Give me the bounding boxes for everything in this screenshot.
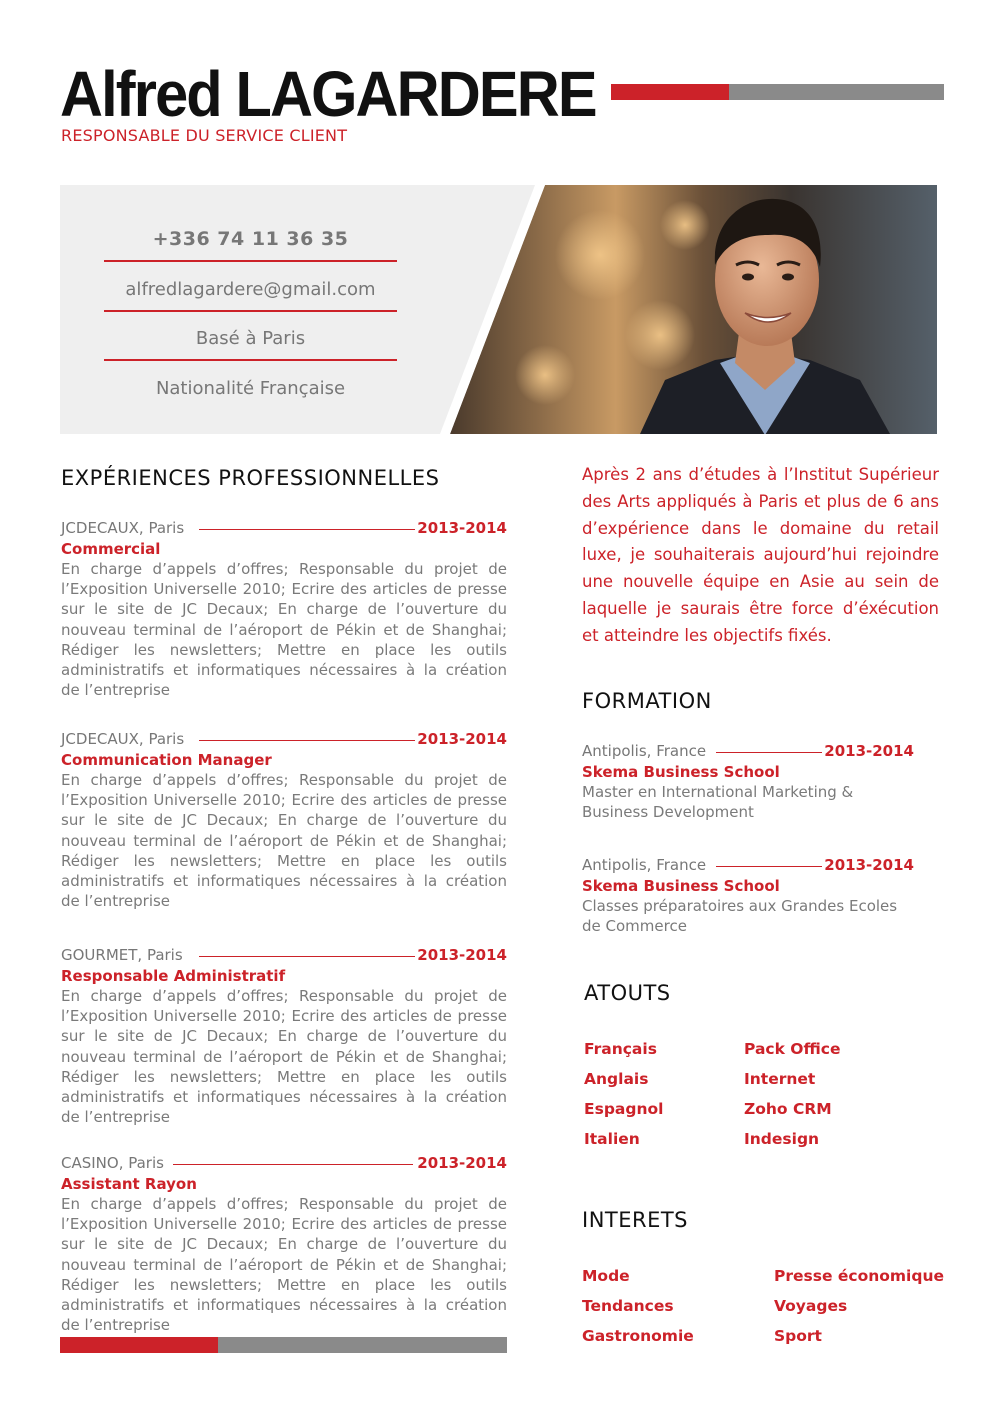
skill-item: Indesign bbox=[744, 1130, 820, 1148]
contact-email: alfredlagardere@gmail.com bbox=[125, 279, 376, 300]
experience-role: Assistant Rayon bbox=[61, 1175, 197, 1193]
header-accent-bar-red bbox=[611, 84, 729, 100]
footer-accent-bar-gray bbox=[218, 1337, 507, 1353]
contact-divider bbox=[104, 310, 397, 312]
experience-role: Commercial bbox=[61, 540, 161, 558]
education-school: Skema Business School bbox=[582, 763, 780, 781]
contact-divider bbox=[104, 260, 397, 262]
experience-role: Communication Manager bbox=[61, 751, 272, 769]
education-school: Skema Business School bbox=[582, 877, 780, 895]
skill-item: Anglais bbox=[584, 1070, 649, 1088]
candidate-name: Alfred LAGARDERE bbox=[60, 58, 596, 130]
education-rule bbox=[716, 866, 822, 867]
experience-role: Responsable Administratif bbox=[61, 967, 286, 985]
contact-location: Basé à Paris bbox=[195, 328, 306, 349]
interest-item: Tendances bbox=[582, 1297, 674, 1315]
experience-rule bbox=[199, 956, 415, 957]
contact-divider bbox=[104, 359, 397, 361]
experience-item bbox=[61, 1154, 507, 1335]
education-item bbox=[582, 742, 914, 822]
experience-company: CASINO, Paris bbox=[61, 1154, 170, 1172]
contact-nationality: Nationalité Française bbox=[155, 378, 346, 399]
experience-description: En charge d’appels d’offres; Responsable du projet de l’Exposition Universelle 2010; Ecrire des articles de presse sur le site de JC Decaux; En charge de l’ouverture du nouveau terminal de l’aéroport de Pékin et de Shanghai; Rédiger les newsletters; Mettre en place les outils administratifs et informatiques nécessaires à la création de l’entreprise bbox=[61, 1195, 507, 1335]
contact-phone: +336 74 11 36 35 bbox=[152, 228, 349, 250]
interest-item: Gastronomie bbox=[582, 1327, 694, 1345]
experience-years: 2013-2014 bbox=[417, 730, 507, 748]
skill-item: Zoho CRM bbox=[744, 1100, 832, 1118]
skill-item: Espagnol bbox=[584, 1100, 664, 1118]
experience-years: 2013-2014 bbox=[417, 946, 507, 964]
interest-item: Sport bbox=[774, 1327, 822, 1345]
job-title: RESPONSABLE DU SERVICE CLIENT bbox=[61, 126, 348, 145]
experience-rule bbox=[199, 529, 415, 530]
experience-description: En charge d’appels d’offres; Responsable du projet de l’Exposition Universelle 2010; Ecrire des articles de presse sur le site de JC Decaux; En charge de l’ouverture du nouveau terminal de l’aéroport de Pékin et de Shanghai; Rédiger les newsletters; Mettre en place les outils administratifs et informatiques nécessaires à la création de l’entreprise bbox=[61, 560, 507, 700]
experience-company: JCDECAUX, Paris bbox=[61, 519, 190, 537]
experience-description: En charge d’appels d’offres; Responsable du projet de l’Exposition Universelle 2010; Ecrire des articles de presse sur le site de JC Decaux; En charge de l’ouverture du nouveau terminal de l’aéroport de Pékin et de Shanghai; Rédiger les newsletters; Mettre en place les outils administratifs et informatiques nécessaires à la création de l’entreprise bbox=[61, 987, 507, 1127]
profile-summary: Après 2 ans d’études à l’Institut Supérieur des Arts appliqués à Paris et plus de 6 ans d’expérience dans le domaine du retail luxe, je souhaiterais aujourd’hui rejoindre une nouvelle équipe en Asie au sein de laquelle je saurais être force d’éxécution et atteindre les objectifs fixés. bbox=[582, 465, 939, 645]
interest-item: Voyages bbox=[774, 1297, 848, 1315]
skill-item: Italien bbox=[584, 1130, 640, 1148]
skills-title: ATOUTS bbox=[584, 981, 671, 1005]
experience-description: En charge d’appels d’offres; Responsable du projet de l’Exposition Universelle 2010; Ecrire des articles de presse sur le site de JC Decaux; En charge de l’ouverture du nouveau terminal de l’aéroport de Pékin et de Shanghai; Rédiger les newsletters; Mettre en place les outils administratifs et informatiques nécessaires à la création de l’entreprise bbox=[61, 771, 507, 911]
skill-item: Français bbox=[584, 1040, 657, 1058]
experience-company: JCDECAUX, Paris bbox=[61, 730, 190, 748]
skill-item: Pack Office bbox=[744, 1040, 841, 1058]
header-accent-bar-gray bbox=[729, 84, 944, 100]
experience-rule bbox=[173, 1164, 413, 1165]
education-degree: Master en International Marketing & Business Development bbox=[582, 783, 854, 822]
experience-item bbox=[61, 946, 507, 1127]
skill-item: Internet bbox=[744, 1070, 816, 1088]
experience-years: 2013-2014 bbox=[417, 519, 507, 537]
education-item bbox=[582, 856, 914, 936]
interest-item: Mode bbox=[582, 1267, 630, 1285]
education-years: 2013-2014 bbox=[824, 856, 914, 874]
experience-item bbox=[61, 730, 507, 911]
experience-years: 2013-2014 bbox=[417, 1154, 507, 1172]
experience-title: EXPÉRIENCES PROFESSIONNELLES bbox=[61, 466, 440, 490]
education-place: Antipolis, France bbox=[582, 856, 712, 874]
experience-item bbox=[61, 519, 507, 700]
interests-title: INTERETS bbox=[582, 1208, 689, 1232]
footer-accent-bar-red bbox=[60, 1337, 218, 1353]
education-place: Antipolis, France bbox=[582, 742, 712, 760]
education-title: FORMATION bbox=[582, 689, 712, 713]
education-degree: Classes préparatoires aux Grandes Ecoles de Commerce bbox=[582, 897, 898, 936]
education-years: 2013-2014 bbox=[824, 742, 914, 760]
experience-company: GOURMET, Paris bbox=[61, 946, 189, 964]
interest-item: Presse économique bbox=[774, 1267, 945, 1285]
experience-rule bbox=[199, 740, 415, 741]
education-rule bbox=[716, 752, 822, 753]
